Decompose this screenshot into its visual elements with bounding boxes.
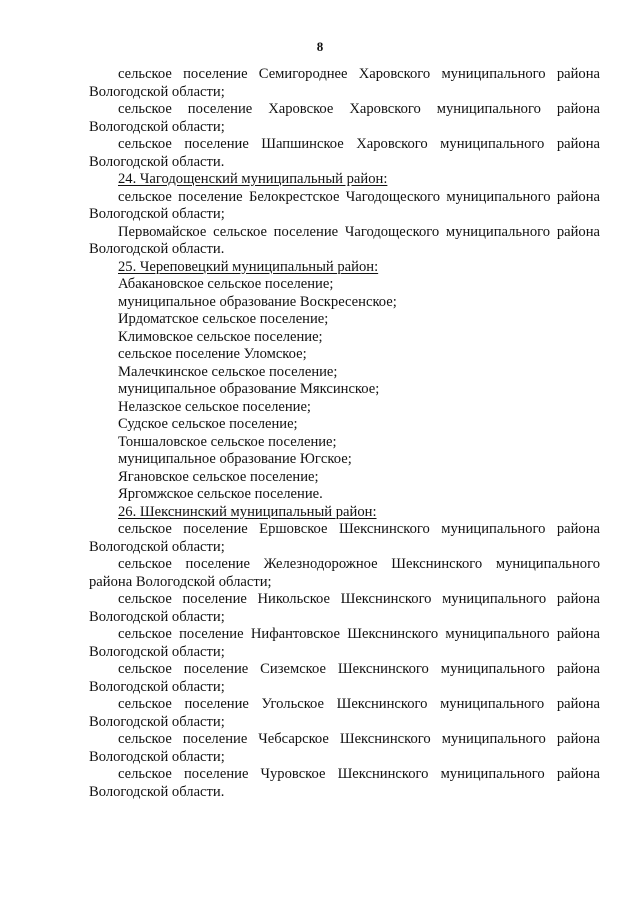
list-item: муниципальное образование Воскресенское; xyxy=(118,293,397,310)
list-item: муниципальное образование Мяксинское; xyxy=(118,381,380,397)
section-heading-25: 25. Череповецкий муниципальный район: xyxy=(118,258,379,275)
list-item: сельское поселение Уломское; xyxy=(118,346,307,362)
list-item: Тоншаловское сельское поселение; xyxy=(118,433,337,450)
paragraph: сельское поселение Белокрестское Чагодощеского муниципального района Вологодской области; xyxy=(89,188,600,222)
paragraph: сельское поселение Семигороднее Харовского муниципального района Вологодской области; xyxy=(89,66,600,100)
paragraph: сельское поселение Харовское Харовского муниципального района Вологодской области; xyxy=(89,101,600,135)
list-item: муниципальное образование Югское; xyxy=(118,451,352,467)
paragraph: сельское поселение Угольское Шекснинского муниципального района Вологодской области; xyxy=(89,696,600,730)
paragraph: сельское поселение Нифантовское Шекснинского муниципального района Вологодской области; xyxy=(89,626,600,660)
paragraph: сельское поселение Никольское Шекснинского муниципального района Вологодской области; xyxy=(89,591,600,625)
list-item: Малечкинское сельское поселение; xyxy=(118,363,338,380)
paragraph: сельское поселение Чебсарское Шекснинского муниципального района Вологодской области; xyxy=(89,731,600,765)
page-number: 8 xyxy=(316,39,324,54)
paragraph: Первомайское сельское поселение Чагодощеского муниципального района Вологодской области. xyxy=(89,223,600,257)
list-item: Ягановское сельское поселение; xyxy=(118,468,319,485)
section-heading-24: 24. Чагодощенский муниципальный район: xyxy=(118,171,388,187)
paragraph: сельское поселение Железнодорожное Шекснинского муниципального района Вологодской области; xyxy=(89,556,600,590)
section-heading-26: 26. Шекснинский муниципальный район: xyxy=(118,503,377,520)
paragraph: сельское поселение Шапшинское Харовского муниципального района Вологодской области. xyxy=(89,136,600,170)
paragraph: сельское поселение Ершовское Шекснинского муниципального района Вологодской области; xyxy=(89,521,600,555)
list-item: Климовское сельское поселение; xyxy=(118,328,323,345)
paragraph: сельское поселение Чуровское Шекснинского муниципального района Вологодской области. xyxy=(89,766,600,800)
list-item: Абакановское сельское поселение; xyxy=(118,276,334,292)
list-item: Судское сельское поселение; xyxy=(118,416,298,432)
paragraph: сельское поселение Сиземское Шекснинского муниципального района Вологодской области; xyxy=(89,661,600,695)
document-body xyxy=(89,66,600,801)
list-item: Нелазское сельское поселение; xyxy=(118,398,311,415)
list-item: Ирдоматское сельское поселение; xyxy=(118,311,329,327)
list-item: Яргомжское сельское поселение. xyxy=(118,486,323,502)
